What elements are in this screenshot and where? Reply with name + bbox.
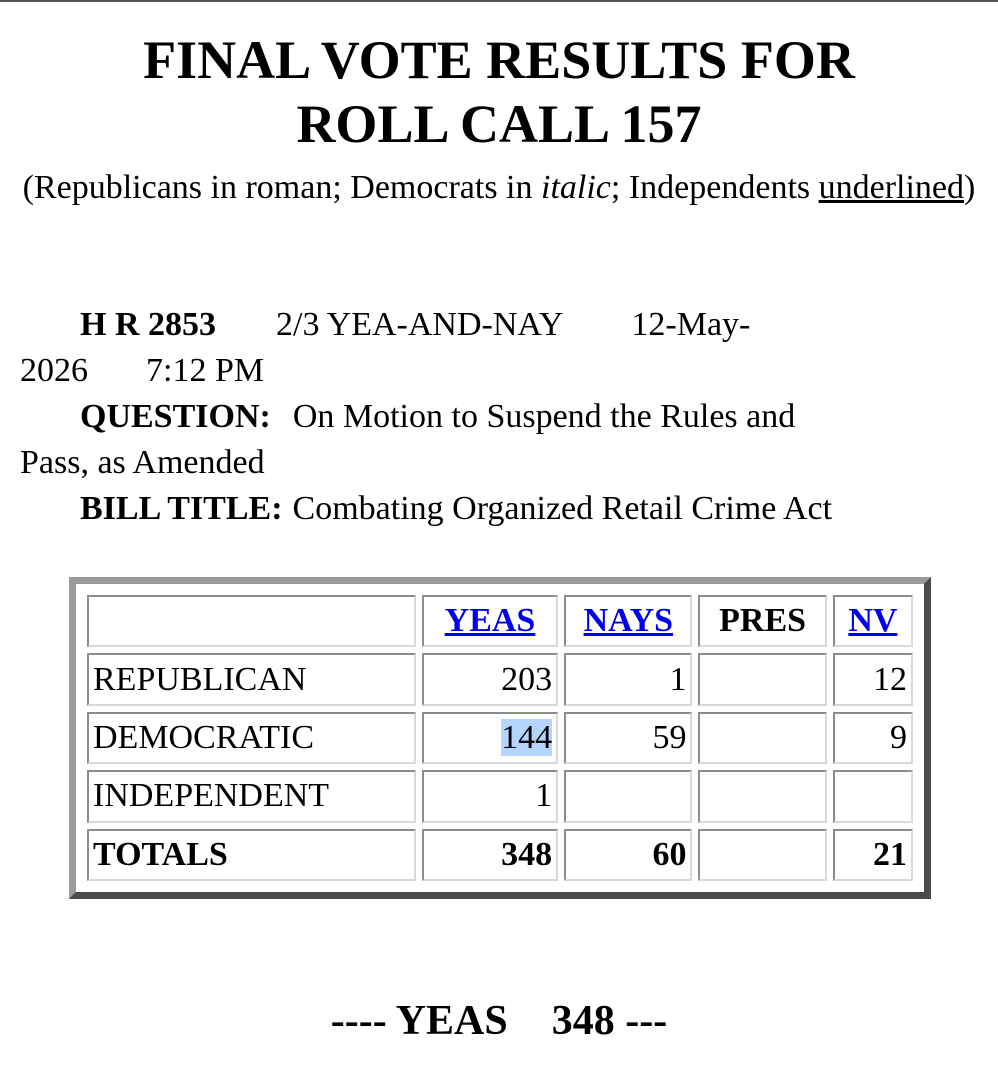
party-cell: REPUBLICAN bbox=[87, 653, 416, 705]
title-line-1: FINAL VOTE RESULTS FOR bbox=[143, 30, 855, 90]
table-row bbox=[87, 770, 913, 822]
table-header-row bbox=[87, 595, 913, 647]
legend-italic: italic bbox=[541, 169, 611, 206]
vote-metadata bbox=[20, 302, 980, 532]
party-cell: TOTALS bbox=[87, 829, 416, 881]
question-label: QUESTION: bbox=[80, 398, 271, 435]
bill-title-text: Combating Organized Retail Crime Act bbox=[292, 490, 833, 527]
yeas-link[interactable]: YEAS bbox=[444, 602, 536, 640]
nv-cell bbox=[833, 770, 913, 822]
vote-time: 7:12 PM bbox=[146, 352, 265, 389]
question-text: On Motion to Suspend the Rules and bbox=[292, 398, 796, 435]
yeas-heading-label: ---- YEAS bbox=[330, 998, 508, 1044]
yeas-section-heading bbox=[0, 996, 998, 1046]
party-cell: INDEPENDENT bbox=[87, 770, 416, 822]
question-line bbox=[20, 394, 980, 440]
totals-row bbox=[87, 829, 913, 881]
bill-line bbox=[20, 302, 980, 348]
nv-cell: 12 bbox=[833, 653, 913, 705]
table-row bbox=[87, 653, 913, 705]
header-cell-nays bbox=[564, 595, 692, 647]
vote-table-frame bbox=[69, 577, 931, 899]
nays-cell bbox=[564, 770, 692, 822]
nv-link[interactable]: NV bbox=[848, 602, 898, 640]
table-row bbox=[87, 712, 913, 764]
yeas-cell: 348 bbox=[422, 829, 558, 881]
nays-cell: 1 bbox=[564, 653, 692, 705]
legend-underlined: underlined bbox=[818, 169, 965, 206]
selected-text: 144 bbox=[501, 718, 553, 756]
title-line-2: ROLL CALL 157 bbox=[296, 94, 702, 154]
header-cell-empty bbox=[87, 595, 416, 647]
vote-date-part2: 2026 bbox=[20, 352, 88, 389]
pres-cell bbox=[698, 653, 826, 705]
party-cell: DEMOCRATIC bbox=[87, 712, 416, 764]
header-cell-nv bbox=[833, 595, 913, 647]
yeas-heading-count: 348 bbox=[551, 998, 615, 1044]
nays-link[interactable]: NAYS bbox=[583, 602, 674, 640]
yeas-cell: 1 bbox=[422, 770, 558, 822]
vote-table bbox=[81, 589, 919, 887]
legend-close: ) bbox=[964, 169, 976, 206]
pres-cell bbox=[698, 712, 826, 764]
date-line bbox=[20, 348, 980, 394]
bill-title-line bbox=[20, 486, 980, 532]
bill-number: H R 2853 bbox=[80, 306, 216, 343]
nv-cell: 21 bbox=[833, 829, 913, 881]
yeas-cell bbox=[422, 712, 558, 764]
vote-type: 2/3 YEA-AND-NAY bbox=[276, 306, 564, 343]
party-legend bbox=[20, 166, 978, 210]
pres-cell bbox=[698, 829, 826, 881]
nv-cell: 9 bbox=[833, 712, 913, 764]
pres-cell bbox=[698, 770, 826, 822]
bill-title-label: BILL TITLE: bbox=[80, 490, 283, 527]
header-cell-yeas bbox=[422, 595, 558, 647]
question-line-cont: Pass, as Amended bbox=[20, 444, 265, 481]
nays-cell: 60 bbox=[564, 829, 692, 881]
legend-mid: ; Independents bbox=[610, 169, 819, 206]
yeas-cell: 203 bbox=[422, 653, 558, 705]
header-cell-pres: PRES bbox=[698, 595, 826, 647]
legend-open: (Republicans in roman; Democrats in bbox=[22, 169, 542, 206]
page-title bbox=[0, 28, 998, 156]
yeas-heading-tail: --- bbox=[625, 998, 668, 1044]
vote-date-part1: 12-May- bbox=[631, 306, 751, 343]
nays-cell: 59 bbox=[564, 712, 692, 764]
